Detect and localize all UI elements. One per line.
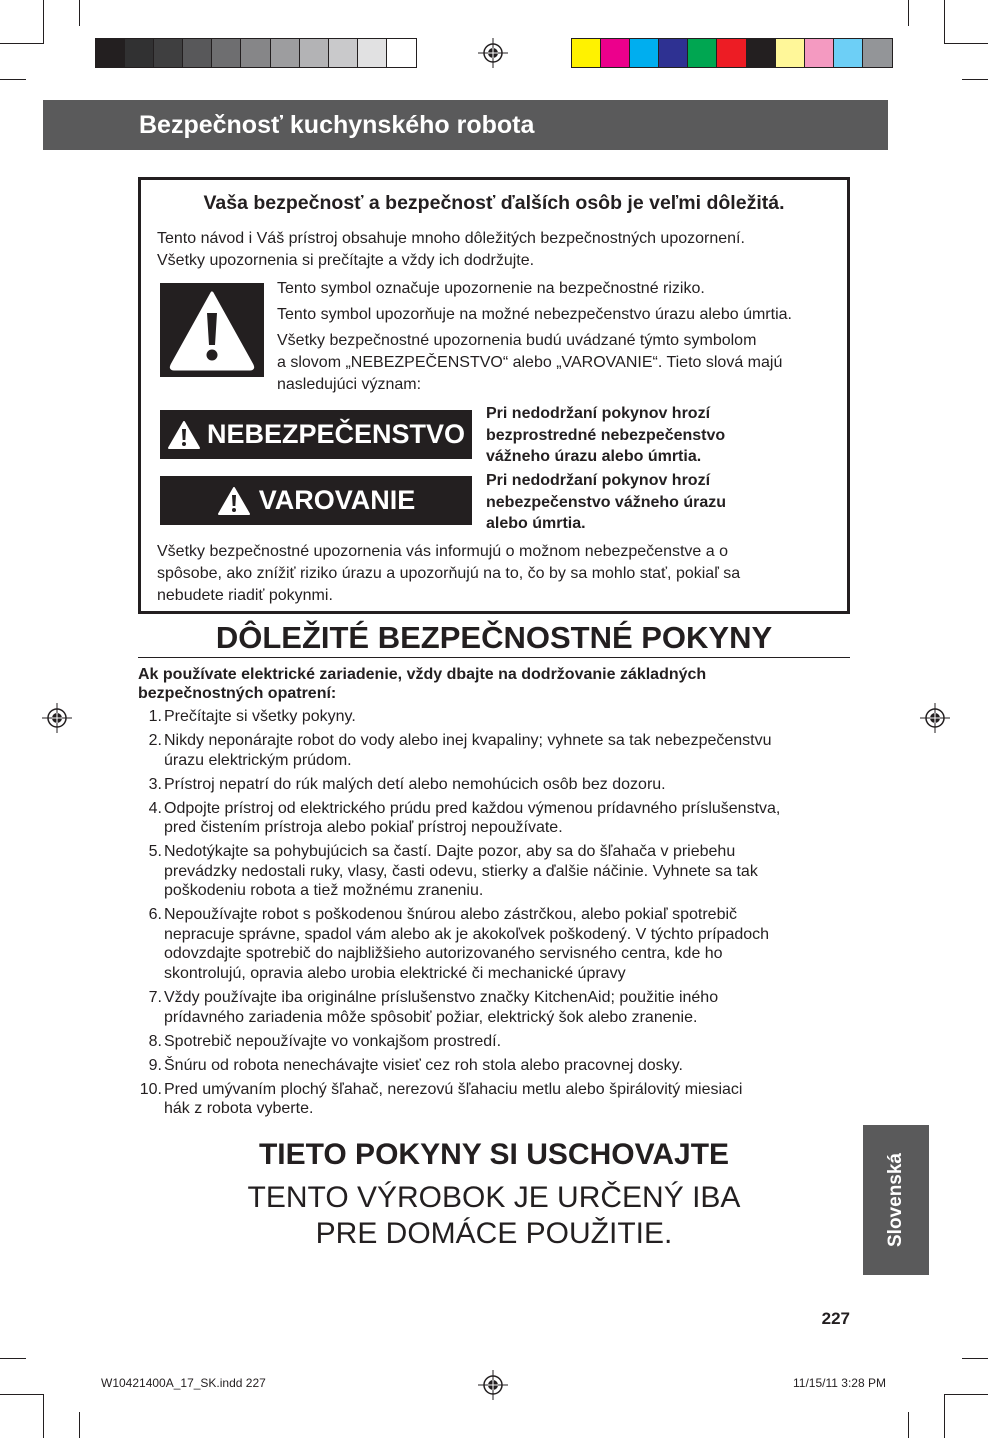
- symbol-text-line: a slovom „NEBEZPEČENSTVO“ alebo „VAROVANIE“. Tieto slová majú: [277, 354, 783, 371]
- crop-mark: [0, 1358, 26, 1359]
- color-swatch: [183, 39, 212, 67]
- color-swatch: [572, 39, 601, 67]
- instruction-text-line: prevádzky nedostali ruky, vlasy, časti odevu, stierky a ďalšie náčinie. Vyhnete sa tak: [164, 862, 758, 880]
- slug-file-info: W10421400A_17_SK.indd 227: [101, 1376, 266, 1390]
- crop-mark: [944, 1394, 988, 1395]
- danger-label: NEBEZPEČENSTVO: [206, 419, 466, 449]
- instruction-item: [138, 731, 852, 770]
- symbol-explanation: [277, 278, 847, 396]
- danger-text-line: vážneho úrazu alebo úmrtia.: [486, 448, 702, 465]
- warning-triangle-icon: [167, 420, 201, 450]
- crop-mark: [944, 1394, 945, 1438]
- safety-notice-box: [138, 177, 850, 614]
- household-line: TENTO VÝROBOK JE URČENÝ IBA: [247, 1181, 741, 1214]
- instruction-item: [138, 775, 852, 795]
- instruction-number: 1.: [148, 708, 162, 725]
- crop-mark: [43, 1394, 44, 1438]
- color-swatch: [271, 39, 300, 67]
- color-swatch: [96, 39, 125, 67]
- safety-footer-line: nebudete riadiť pokynmi.: [157, 587, 333, 604]
- symbol-text-line: Tento symbol upozorňuje na možné nebezpečenstvo úrazu alebo úmrtia.: [277, 306, 792, 323]
- save-instructions-heading: TIETO POKYNY SI USCHOVAJTE: [258, 1138, 730, 1171]
- intro-line: Ak používate elektrické zariadenie, vždy dbajte na dodržovanie základných: [138, 666, 707, 683]
- color-swatch: [776, 39, 805, 67]
- crop-mark: [944, 43, 988, 44]
- instruction-number: 3.: [148, 775, 162, 793]
- registration-mark-icon: [42, 703, 72, 733]
- registration-mark-icon: [920, 703, 950, 733]
- danger-signal-word: [160, 410, 472, 459]
- instruction-item: [138, 707, 852, 727]
- instruction-item: [138, 842, 852, 901]
- color-swatch: [300, 39, 329, 67]
- instructions-title: DÔLEŽITÉ BEZPEČNOSTNÉ POKYNY: [215, 620, 773, 655]
- warning-description: [486, 470, 726, 535]
- instruction-text-line: Nedotýkajte sa pohybujúcich sa častí. Dajte pozor, aby sa do šľahača v priebehu: [164, 843, 736, 861]
- crop-mark: [0, 43, 44, 44]
- color-swatch: [688, 39, 717, 67]
- color-swatch: [747, 39, 776, 67]
- instruction-text-line: Šnúru od robota nenechávajte visieť cez roh stola alebo pracovnej dosky.: [164, 1056, 683, 1074]
- crop-mark: [0, 79, 26, 80]
- warning-triangle-icon: [217, 486, 251, 516]
- warning-signal-word: [160, 476, 472, 525]
- crop-mark: [962, 1358, 988, 1359]
- instruction-number: 10.: [139, 1080, 162, 1098]
- instruction-text-line: skontrolujú, opravia alebo urobia elektrické či mechanické úpravy: [164, 965, 626, 983]
- instruction-item: [138, 1032, 852, 1052]
- instruction-text-line: pred čistením prístroja alebo pokiaľ prístroj nepoužívate.: [164, 819, 563, 837]
- color-swatch: [358, 39, 387, 67]
- instruction-text-line: Spotrebič nepoužívajte vo vonkajšom prostredí.: [164, 1032, 502, 1050]
- instruction-text-line: Nikdy neponárajte robot do vody alebo inej kvapaliny; vyhnete sa tak nebezpečenstvu: [164, 731, 772, 749]
- danger-text-line: bezprostredné nebezpečenstvo: [486, 426, 726, 444]
- instruction-number: 9.: [148, 1056, 162, 1074]
- color-swatch: [805, 39, 834, 67]
- instructions-list: [138, 707, 852, 1123]
- slug-date-info: 11/15/11 3:28 PM: [793, 1376, 886, 1390]
- color-swatch: [717, 39, 746, 67]
- instruction-number: 4.: [148, 799, 162, 817]
- crop-mark: [79, 1412, 80, 1438]
- safety-footer-line: Všetky bezpečnostné upozornenia vás informujú o možnom nebezpečenstve a o: [157, 543, 729, 560]
- instruction-text-line: hák z robota vyberte.: [164, 1100, 314, 1118]
- instruction-number: 6.: [148, 906, 162, 924]
- household-use-notice: [138, 1180, 850, 1252]
- instruction-text-line: Prístroj nepatrí do rúk malých detí alebo nemohúcich osôb bez dozoru.: [164, 775, 666, 793]
- crop-mark: [43, 0, 44, 44]
- symbol-text-line: Všetky bezpečnostné upozornenia budú uvádzané týmto symbolom: [277, 332, 757, 349]
- instruction-text-line: Prečítajte si všetky pokyny.: [164, 708, 356, 725]
- safety-intro-line: Všetky upozornenia si prečítajte a vždy ich dodržujte.: [157, 252, 535, 269]
- instruction-number: 5.: [148, 843, 162, 861]
- danger-description: [486, 403, 725, 468]
- warning-text-line: Pri nedodržaní pokynov hrozí: [486, 472, 711, 489]
- danger-text-line: Pri nedodržaní pokynov hrozí: [486, 405, 711, 422]
- section-title: Bezpečnosť kuchynského robota: [139, 111, 535, 139]
- crop-mark: [908, 0, 909, 26]
- color-swatch: [212, 39, 241, 67]
- instruction-item: [138, 988, 852, 1027]
- warning-text-line: alebo úmrtia.: [486, 515, 586, 532]
- safety-footer-line: spôsobe, ako znížiť riziko úrazu a upozorňujú na to, čo by sa mohlo stať, pokiaľ sa: [157, 565, 741, 582]
- language-tab: [863, 1125, 929, 1275]
- safety-title: Vaša bezpečnosť a bezpečnosť ďalších osôb je veľmi dôležitá.: [203, 192, 785, 214]
- instruction-item: [138, 1080, 852, 1119]
- color-swatch: [659, 39, 688, 67]
- registration-mark-icon: [478, 38, 508, 68]
- process-color-bar: [571, 38, 893, 68]
- page-number: 227: [821, 1309, 850, 1328]
- instruction-item: [138, 799, 852, 838]
- instruction-text-line: Odpojte prístroj od elektrického prúdu pred každou výmenou prídavného príslušenstva,: [164, 799, 781, 817]
- crop-mark: [962, 79, 988, 80]
- safety-alert-symbol: [160, 283, 264, 377]
- warning-triangle-icon: [160, 283, 264, 377]
- language-tab-label: Slovenská: [885, 1153, 906, 1247]
- color-swatch: [834, 39, 863, 67]
- crop-mark: [79, 0, 80, 26]
- crop-mark: [0, 1394, 44, 1395]
- instruction-text-line: prídavného zariadenia môže spôsobiť požiar, elektrický šok alebo zranenie.: [164, 1008, 698, 1026]
- instruction-text-line: nepracuje správne, spadol vám alebo ak je akokoľvek poškodený. V týchto prípadoch: [164, 925, 770, 943]
- warning-label: VAROVANIE: [258, 485, 416, 515]
- color-swatch: [241, 39, 270, 67]
- color-swatch: [863, 39, 892, 67]
- instruction-number: 7.: [148, 989, 162, 1007]
- crop-mark: [908, 1412, 909, 1438]
- instruction-text-line: Nepoužívajte robot s poškodenou šnúrou alebo zástrčkou, alebo pokiaľ spotrebič: [164, 906, 738, 924]
- instruction-number: 8.: [148, 1032, 162, 1050]
- crop-mark: [944, 0, 945, 44]
- symbol-text-line: Tento symbol označuje upozornenie na bezpečnostné riziko.: [277, 280, 705, 297]
- color-swatch: [125, 39, 154, 67]
- warning-text-line: nebezpečenstvo vážneho úrazu: [486, 493, 727, 511]
- household-line: PRE DOMÁCE POUŽITIE.: [315, 1217, 673, 1250]
- color-swatch: [387, 39, 416, 67]
- instruction-text-line: Pred umývaním plochý šľahač, nerezovú šľahaciu metlu alebo špirálovitý miesiaci: [164, 1080, 743, 1098]
- safety-intro: [157, 228, 847, 272]
- intro-line: bezpečnostných opatrení:: [138, 685, 337, 702]
- instruction-item: [138, 1056, 852, 1076]
- title-divider: [138, 657, 850, 658]
- instruction-text-line: poškodeniu robota a tiež možnému zraneniu.: [164, 882, 484, 900]
- color-swatch: [329, 39, 358, 67]
- instruction-number: 2.: [148, 731, 162, 749]
- instructions-intro: [138, 665, 850, 703]
- section-header: [43, 100, 888, 150]
- safety-footer: [157, 541, 847, 607]
- instruction-text-line: odovzdajte spotrebič do najbližšieho autorizovaného servisného centra, kde ho: [164, 945, 723, 963]
- color-swatch: [630, 39, 659, 67]
- color-swatch: [601, 39, 630, 67]
- color-swatch: [154, 39, 183, 67]
- grayscale-color-bar: [95, 38, 417, 68]
- instruction-item: [138, 905, 852, 983]
- registration-mark-icon: [478, 1370, 508, 1400]
- safety-intro-line: Tento návod i Váš prístroj obsahuje mnoho dôležitých bezpečnostných upozornení.: [157, 230, 745, 247]
- instruction-text-line: Vždy používajte iba originálne príslušenstvo značky KitchenAid; použitie iného: [164, 989, 719, 1007]
- instruction-text-line: úrazu elektrickým prúdom.: [164, 751, 352, 769]
- symbol-text-line: nasledujúci význam:: [277, 376, 422, 393]
